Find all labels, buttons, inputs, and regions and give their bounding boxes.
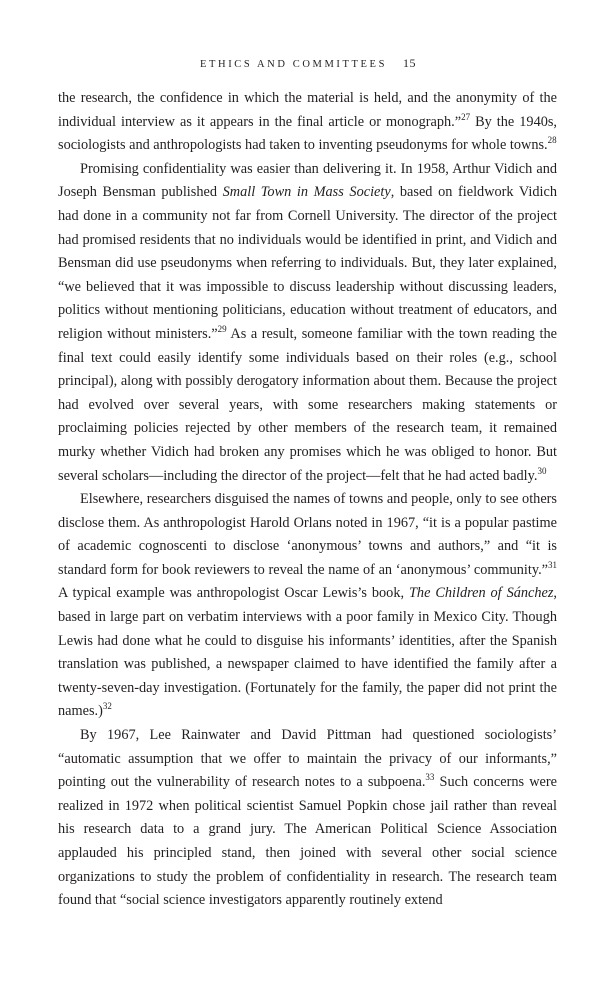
text-run: As a result, someone familiar with the town reading the final text could easily identify some individuals based on their roles (e.g., school principal), along with possibly derogatory information about them. Because the project had evolved over several years, with some researchers making statements or proclaiming policies rejected by other members of the research team, it remained murky whether Vidich had broken any promises which he was obliged to honor. But several scholars—including the director of the project—felt that he had acted badly.: [58, 325, 557, 484]
page-number: 15: [403, 56, 417, 70]
footnote-ref: 33: [425, 772, 435, 783]
body-text: [58, 87, 557, 913]
text-run: Such concerns were realized in 1972 when political scientist Samuel Popkin chose jail rather than reveal his research data to a grand jury. The American Political Science Association applauded his principled stand, then joined with several other social science organizations to study the problem of confidentiality in research. The research team found that “social science investigators apparently routinely extend: [58, 774, 558, 909]
text-run: Elsewhere, researchers disguised the names of towns and people, only to see others disclose them. As anthropologist Harold Orlans noted in 1967, “it is a popular pastime of academic cognoscenti to disclose ‘anonymous’ towns and authors,” and “it is standard form for book reviewers to reveal the name of an ‘anonymous’ community.”: [58, 491, 557, 578]
text-run: the research, the confidence in which the material is held, and the anonymity of the individual interview as it appears in the final article or monograph.”: [58, 90, 557, 130]
footnote-ref: 29: [217, 323, 227, 334]
running-head-title: ETHICS AND COMMITTEES: [199, 59, 388, 70]
book-title: Small Town in Mass Society: [222, 184, 391, 201]
footnote-ref: 28: [547, 135, 557, 146]
footnote-ref: 27: [461, 111, 471, 122]
body-paragraph: [58, 488, 557, 724]
book-title: The Children of Sánchez: [408, 585, 554, 602]
running-head: [0, 56, 616, 72]
body-paragraph: [58, 87, 557, 158]
text-run: Promising confidentiality was easier than delivering it. In 1958, Arthur Vidich and Joseph Bensman published: [58, 160, 557, 201]
text-run: , based on fieldwork Vidich had done in a community not far from Cornell University. The director of the project had promised residents that no individuals would be identified in print, and Vidich and Bensman did use pseudonyms when referring to individuals. But, they later explained, “we believed that it was impossible to discuss leadership without discussing leaders, politics without mentioning politicians, education without treatment of educators, and religion without ministers.”: [58, 184, 557, 342]
body-paragraph: [58, 724, 557, 913]
text-run: , based in large part on verbatim interviews with a poor family in Mexico City. Though Lewis had done what he could to disguise his informants’ identities, after the Spanish translation was published, a newspaper claimed to have identified the family after a twenty-seven-day investigation. (Fortunately for the family, the paper did not print the names.): [58, 585, 557, 720]
text-run: By 1967, Lee Rainwater and David Pittman had questioned sociologists’ “automatic assumption that we offer to maintain the privacy of our informants,” pointing out the vulnerability of research notes to a subpoena.: [58, 727, 557, 791]
footnote-ref: 32: [102, 701, 112, 712]
footnote-ref: 31: [548, 559, 557, 570]
text-run: A typical example was anthropologist Oscar Lewis’s book,: [58, 585, 409, 602]
body-paragraph: [58, 158, 557, 488]
footnote-ref: 30: [537, 465, 547, 476]
text-run: By the 1940s, sociologists and anthropologists had taken to inventing pseudonyms for whole towns.: [58, 113, 558, 154]
